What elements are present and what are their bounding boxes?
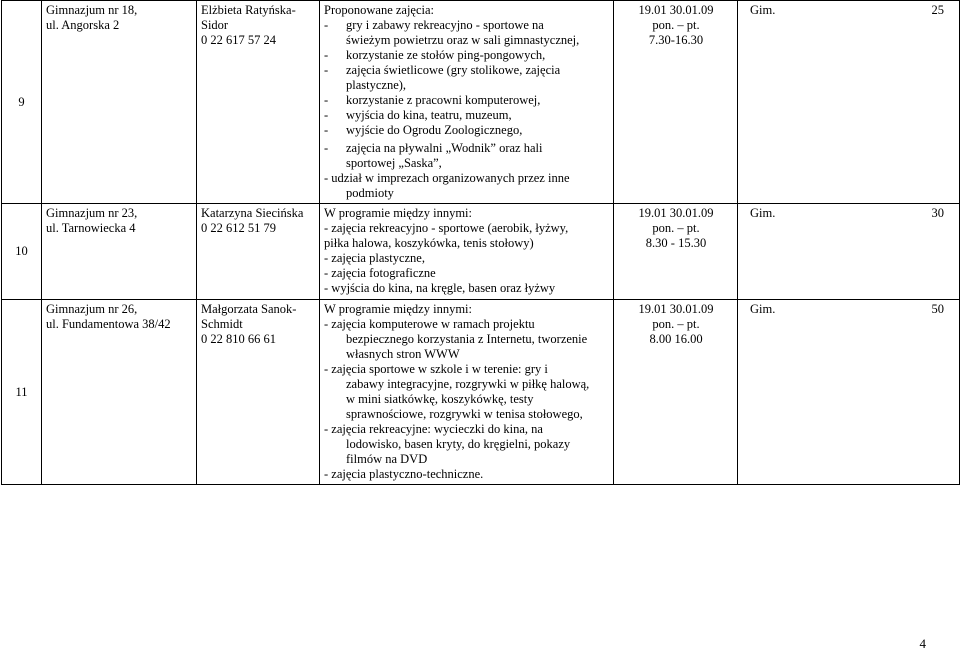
school-type: Gim. <box>750 302 776 316</box>
contact-cell: Małgorzata Sanok- Schmidt 0 22 810 66 61 <box>197 300 320 485</box>
row-number: 11 <box>2 300 42 485</box>
school-type: Gim. <box>750 3 776 17</box>
program-heading: Proponowane zajęcia: <box>324 3 435 17</box>
schools-table <box>1 0 960 485</box>
type-count-cell <box>738 300 960 485</box>
table-row <box>2 1 960 204</box>
school-cell: Gimnazjum nr 26, ul. Fundamentowa 38/42 <box>42 300 197 485</box>
program-heading: W programie między innymi: <box>324 206 472 220</box>
contact-cell: Katarzyna Siecińska 0 22 612 51 79 <box>197 204 320 300</box>
table-row <box>2 204 960 300</box>
program-cell: W programie między innymi: - zajęcia rekreacyjno - sportowe (aerobik, łyżwy, piłka halowa, koszykówka, tenis stołowy) - zajęcia plastyczne, - zajęcia fotograficzne - wyjścia do kina, na kręgle, basen oraz łyżwy <box>320 204 614 300</box>
row-number: 10 <box>2 204 42 300</box>
participant-count: 25 <box>931 3 944 17</box>
row-number: 9 <box>2 1 42 204</box>
dates-cell: 19.01 30.01.09 pon. – pt. 8.30 - 15.30 <box>614 204 738 300</box>
type-count-cell <box>738 1 960 204</box>
type-count-cell <box>738 204 960 300</box>
table-row <box>2 300 960 485</box>
program-cell: Proponowane zajęcia: - gry i zabawy rekreacyjno - sportowe na świeżym powietrzu oraz w sali gimnastycznej, - korzystanie ze stołów ping-pongowych, - zajęcia świetlicowe (gry stolikowe, zajęcia plastyczne), - korzystanie z pracowni komputerowej, - wyjścia do kina, teatru, muzeum, - wyjście do Ogrodu Zoologicznego, - zajęcia na pływalni „Wodnik” oraz hali sportowej „Saska”, - udział w imprezach organizowanych przez inne podmioty <box>320 1 614 204</box>
program-cell: W programie między innymi: - zajęcia komputerowe w ramach projektu bezpiecznego korzystania z Internetu, tworzenie własnych stron WWW - zajęcia sportowe w szkole i w terenie: gry i zabawy integracyjne, rozgrywki w piłkę halową, w mini siatkówkę, koszykówkę, testy sprawnościowe, rozgrywki w tenisa stołowego, - zajęcia rekreacyjne: wycieczki do kina, na lodowisko, basen kryty, do kręgielni, pokazy filmów na DVD - zajęcia plastyczno-techniczne. <box>320 300 614 485</box>
program-heading: W programie między innymi: <box>324 302 472 316</box>
page-number: 4 <box>919 636 926 651</box>
dates-cell: 19.01 30.01.09 pon. – pt. 7.30-16.30 <box>614 1 738 204</box>
participant-count: 50 <box>931 302 944 316</box>
school-type: Gim. <box>750 206 776 220</box>
dates-cell: 19.01 30.01.09 pon. – pt. 8.00 16.00 <box>614 300 738 485</box>
school-cell: Gimnazjum nr 23, ul. Tarnowiecka 4 <box>42 204 197 300</box>
contact-cell: Elżbieta Ratyńska- Sidor 0 22 617 57 24 <box>197 1 320 204</box>
participant-count: 30 <box>931 206 944 220</box>
school-cell: Gimnazjum nr 18, ul. Angorska 2 <box>42 1 197 204</box>
